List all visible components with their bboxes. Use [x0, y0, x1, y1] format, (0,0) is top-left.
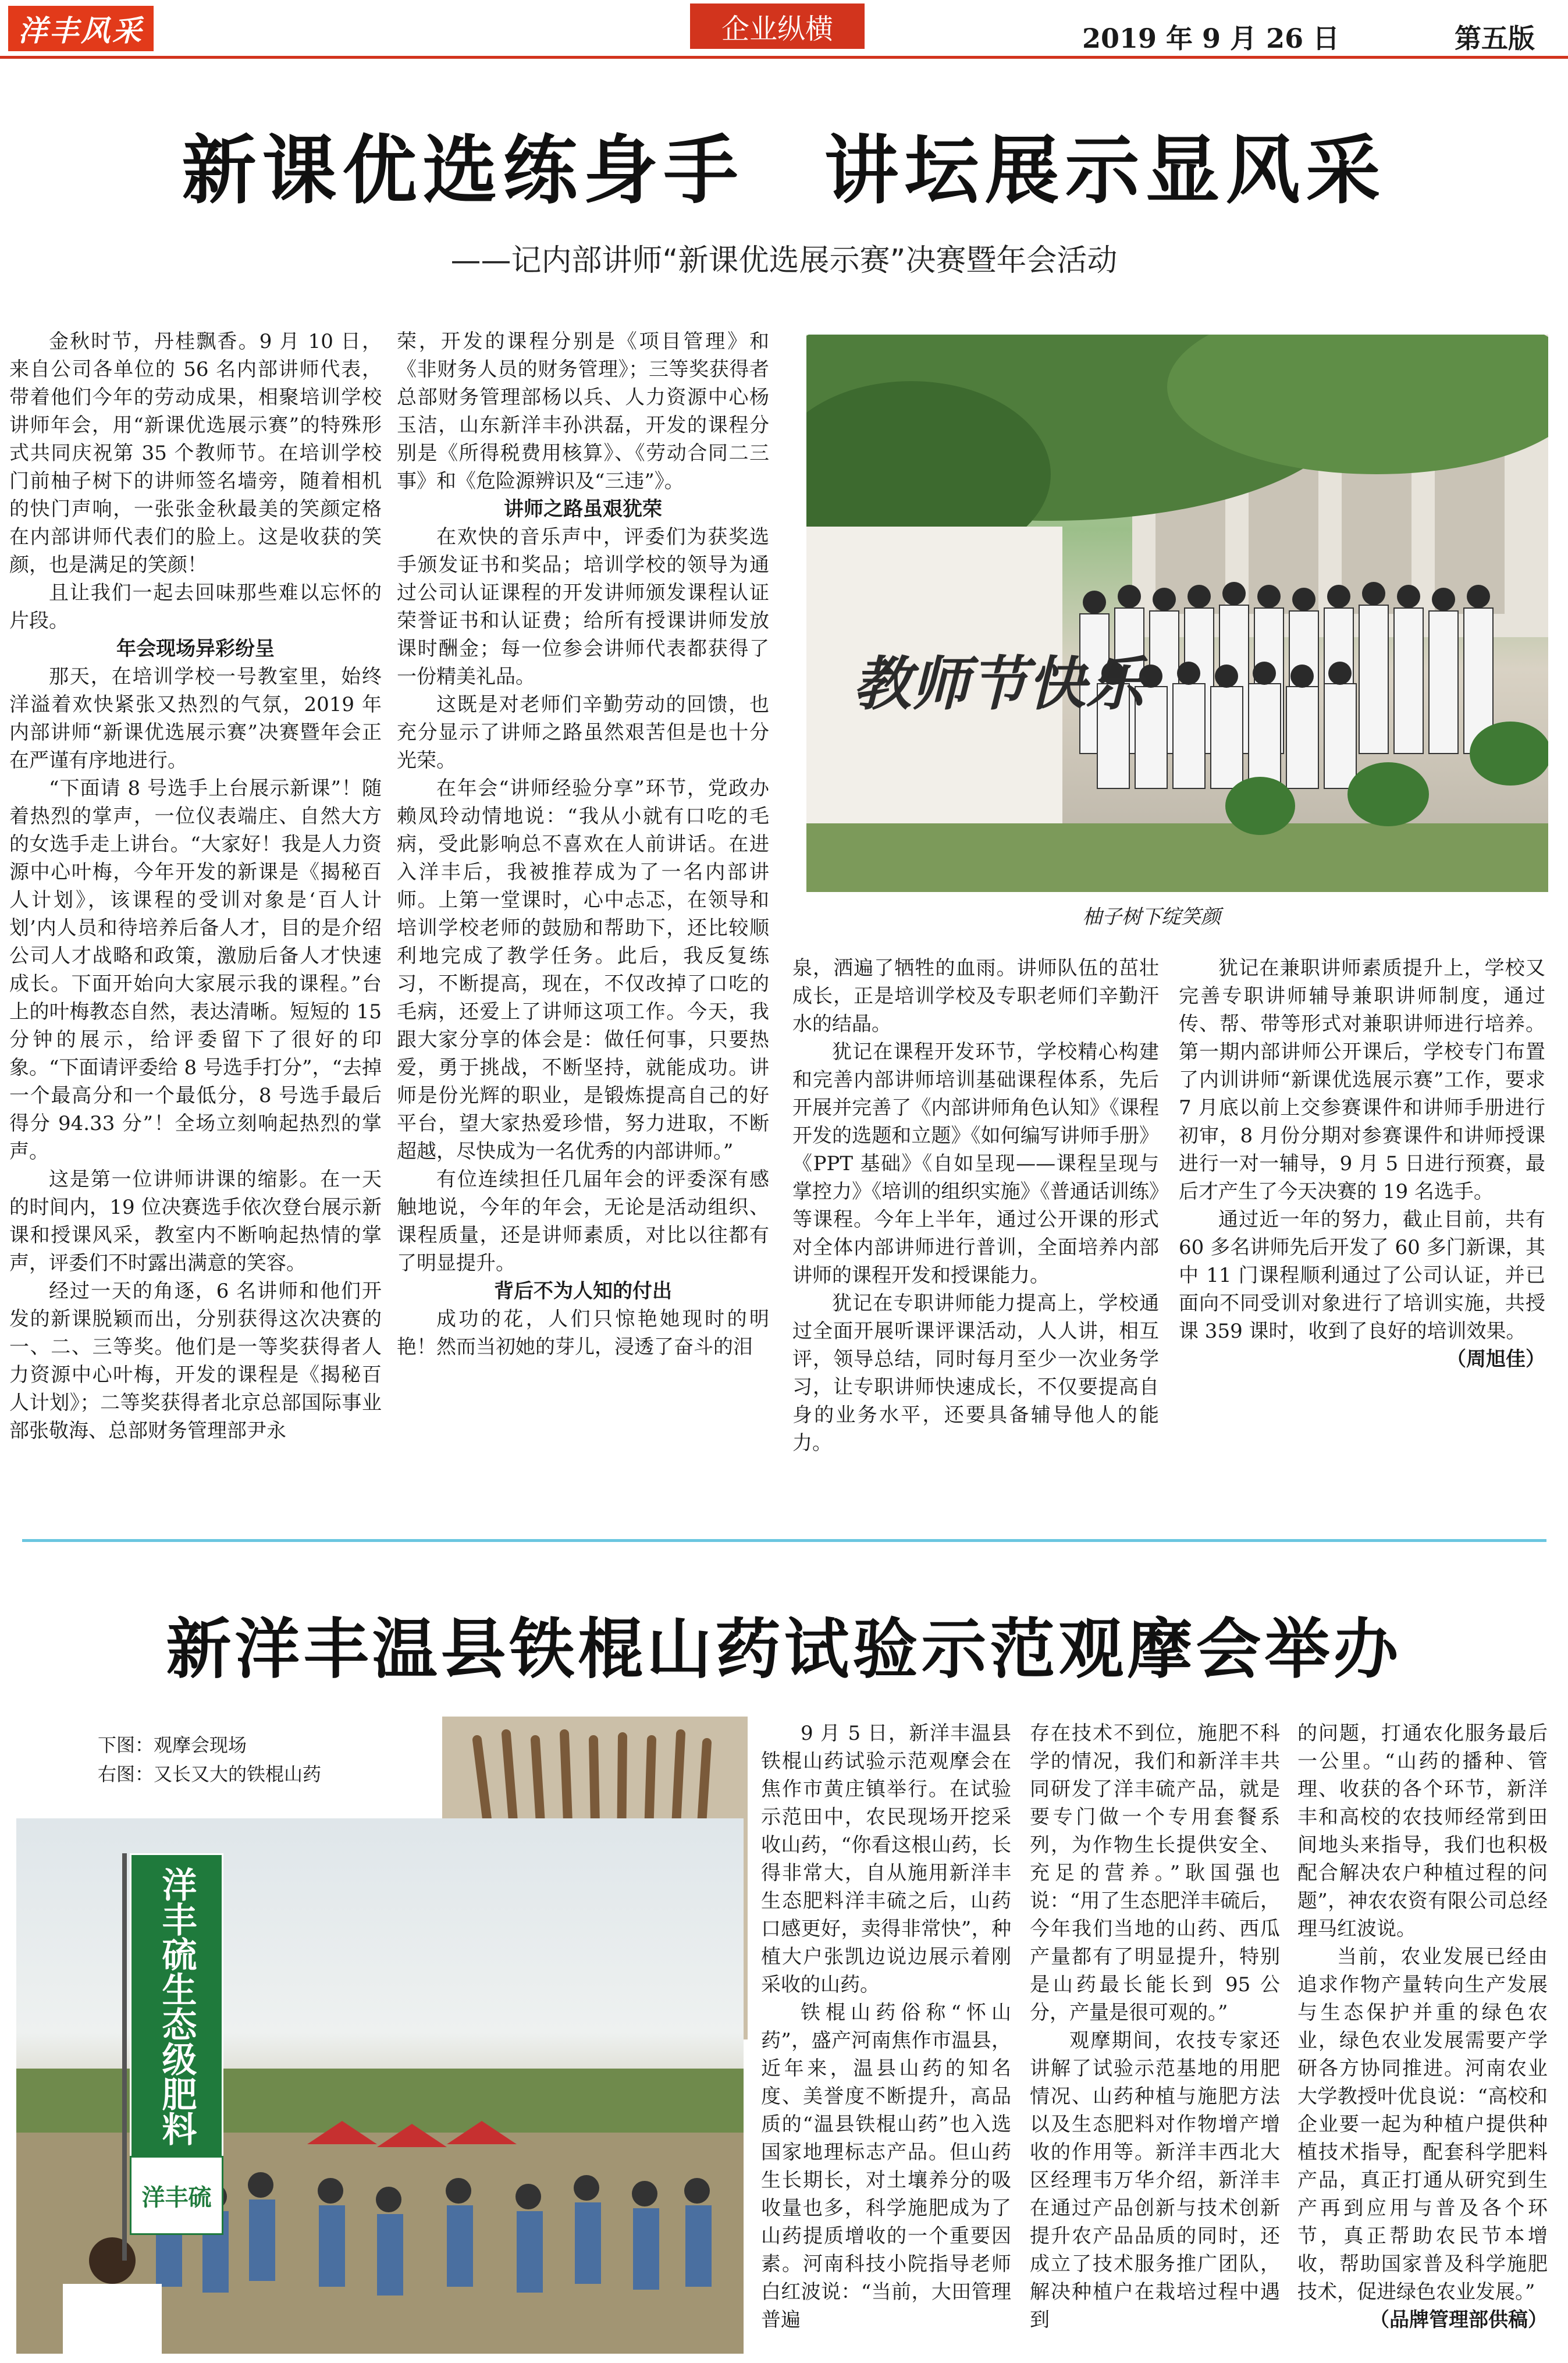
- paragraph: “下面请 8 号选手上台展示新课”！随着热烈的掌声，一位仪表端庄、自然大方的女选手走上讲台。“大家好！我是人力资源中心叶梅，今年开发的新课是《揭秘百人计划》，该课程的受训对象是‘百人计划’内人员和待培养后备人才，目的是介绍公司人才战略和政策，激励后备人才快速成长。下面开始向大家展示我的课程。”台上的叶梅教态自然，表达清晰。短短的 15 分钟的展示，给评委留下了很好的印象。“下面请评委给 8 号选手打分”，“去掉一个最高分和一个最低分，8 号选手最后得分 94.33 分”！全场立刻响起热烈的掌声。: [9, 777, 382, 1163]
- paragraph: 观摩期间，农技专家还讲解了试验示范基地的用肥情况、山药种植与施肥方法以及生态肥料对作物增产增收的作用等。新洋丰西北大区经理韦万华介绍，新洋丰在通过产品创新与技术创新提升农产品品质的同时，还成立了技术服务推广团队，解决种植户在栽培过程中遇到: [1030, 2029, 1280, 2332]
- paragraph: 且让我们一起去回味那些难以忘怀的片段。: [9, 581, 382, 632]
- group-photo: [806, 335, 1548, 892]
- paragraph: 通过近一年的努力，截止目前，共有 60 多名讲师先后开发了 60 多门新课，其中 11 门课程顺利通过了公司认证，并已面向不同受训对象进行了培训实施，共授课 359 课时，收到了良好的培训效果。: [1179, 1208, 1545, 1343]
- paragraph: 有位连续担任几届年会的评委深有感触地说，今年的年会，无论是活动组织、课程质量，还是讲师素质，对比以往都有了明显提升。: [397, 1168, 769, 1275]
- paragraph: 9 月 5 日，新洋丰温县铁棍山药试验示范观摩会在焦作市黄庄镇举行。在试验示范田中，农民现场开挖采收山药，“你看这根山药，长得非常大，自从施用新洋丰生态肥料洋丰硫之后，山药口感更好，卖得非常快”，种植大户张凯边说边展示着刚采收的山药。: [761, 1722, 1011, 1996]
- paragraph: 这既是对老师们辛勤劳动的回馈，也充分显示了讲师之路虽然艰苦但是也十分光荣。: [397, 693, 769, 772]
- masthead-logo: 洋丰风采: [8, 6, 154, 51]
- paragraph: 那天，在培训学校一号教室里，始终洋溢着欢快紧张又热烈的气氛，2019 年内部讲师“新课优选展示赛”决赛暨年会正在严谨有序地进行。: [9, 665, 382, 772]
- paragraph: 在年会“讲师经验分享”环节，党政办赖凤玲动情地说：“我从小就有口吃的毛病，受此影响总不喜欢在人前讲话。在进入洋丰后，我被推荐成为了一名内部讲师。上第一堂课时，心中忐忑，在领导和培训学校老师的鼓励和帮助下，还比较顺利地完成了教学任务。此后，我反复练习，不断提高，现在，不仅改掉了口吃的毛病，还爱上了讲师这项工作。今天，我跟大家分享的体会是：做任何事，只要热爱，勇于挑战，不断坚持，就能成功。讲师是份光辉的职业，是锻炼提高自己的好平台，望大家热爱珍惜，努力进取，不断超越，尽快成为一名优秀的内部讲师。”: [397, 777, 769, 1163]
- page-number: 第五版: [1455, 23, 1535, 54]
- article1-column-4: [1179, 954, 1545, 1373]
- article1-column-1: [9, 328, 382, 1445]
- paragraph: 犹记在课程开发环节，学校精心构建和完善内部讲师培训基础课程体系，先后开展并完善了《内部讲师角色认知》《课程开发的选题和立题》《如何编写讲师手册》《PPT 基础》《自如呈现——课程呈现与掌控力》《培训的组织实施》《普通话训练》等课程。今年上半年，通过公开课的形式对全体内部讲师进行普训，全面培养内部讲师的课程开发和授课能力。: [792, 1040, 1159, 1287]
- paragraph: 这是第一位讲师讲课的缩影。在一天的时间内，19 位决赛选手依次登台展示新课和授课风采，教室内不断响起热情的掌声，评委们不时露出满意的笑容。: [9, 1168, 382, 1275]
- section-heading: 年会现场异彩纷呈: [116, 637, 275, 660]
- top-rule: [0, 56, 1568, 59]
- article1-column-2: [397, 328, 769, 1361]
- paragraph: 当前，农业发展已经由追求作物产量转向生产发展与生态保护并重的绿色农业，绿色农业发展需要产学研各方协同推进。河南农业大学教授叶优良说：“高校和企业要一起为种植户提供种植技术指导，配套科学肥料产品，真正打通从研究到生产再到应用与普及各个环节，真正帮助农民节本增收，帮助国家普及科学施肥技术，促进绿色农业发展。”: [1297, 1945, 1548, 2304]
- photo-label: 下图：观摩会现场: [98, 1734, 247, 1756]
- photo-label: 右图：又长又大的铁棍山药: [98, 1763, 322, 1785]
- article2-column-1: [761, 1719, 1011, 2334]
- paragraph: 在欢快的音乐声中，评委们为获奖选手颁发证书和奖品；培训学校的领导为通过公司认证课程的开发讲师颁发课程认证荣誉证书和认证费；给所有授课讲师发放课时酬金；每一位参会讲师代表都获得了一份精美礼品。: [397, 525, 769, 688]
- byline: （品牌管理部供稿）: [1370, 2308, 1548, 2332]
- section-tab: 企业纵横: [690, 3, 865, 49]
- article1-subtitle: ——记内部讲师“新课优选展示赛”决赛暨年会活动: [450, 243, 1118, 278]
- field-photo: [16, 1818, 744, 2354]
- article1-title: 新课优选练身手 讲坛展示显风采: [182, 127, 1386, 214]
- promo-flag: 洋丰硫生态级肥料: [130, 1853, 223, 2159]
- article2-title: 新洋丰温县铁棍山药试验示范观摩会举办: [166, 1611, 1402, 1687]
- paragraph: 犹记在兼职讲师素质提升上，学校又完善专职讲师辅导兼职讲师制度，通过传、帮、带等形式对兼职讲师进行培养。第一期内部讲师公开课后，学校专门布置了内训讲师“新课优选展示赛”工作，要求 7 月底以前上交参赛课件和讲师手册进行初审，8 月份分期对参赛课件和讲师授课进行一对一辅导，9 月 5 日进行预赛，最后才产生了今天决赛的 19 名选手。: [1179, 957, 1545, 1203]
- paragraph: 荣，开发的课程分别是《项目管理》和《非财务人员的财务管理》；三等奖获得者总部财务管理部杨以兵、人力资源中心杨玉洁，山东新洋丰孙洪磊，开发的课程分别是《所得税费用核算》、《劳动合同二三事》和《危险源辨识及“三违”》。: [397, 330, 769, 493]
- paragraph: 经过一天的角逐，6 名讲师和他们开发的新课脱颖而出，分别获得这次决赛的一、二、三等奖。他们是一等奖获得者人力资源中心叶梅，开发的课程是《揭秘百人计划》；二等奖获得者北京总部国际事业部张敬海、总部财务管理部尹永: [9, 1280, 382, 1442]
- paragraph: 犹记在专职讲师能力提高上，学校通过全面开展听课评课活动，人人讲，相互评，领导总结，同时每月至少一次业务学习，让专职讲师快速成长，不仅要提高自身的业务水平，还要具备辅导他人的能力。: [792, 1292, 1159, 1455]
- article2-column-3: [1297, 1719, 1548, 2334]
- paragraph: 铁棍山药俗称“怀山药”，盛产河南焦作市温县，近年来，温县山药的知名度、美誉度不断提升，高品质的“温县铁棍山药”也入选国家地理标志产品。但山药生长期长，对土壤养分的吸收量也多，科学施肥成为了山药提质增收的一个重要因素。河南科技小院指导老师白红波说：“当前，大田管理普遍: [761, 2001, 1011, 2332]
- paragraph: 泉，洒遍了牺牲的血雨。讲师队伍的茁壮成长，正是培训学校及专职老师们辛勤汗水的结晶。: [792, 957, 1159, 1036]
- paragraph: 成功的花，人们只惊艳她现时的明艳！然而当初她的芽儿，浸透了奋斗的泪: [397, 1307, 769, 1359]
- banner-text: 教师节快乐: [853, 649, 1144, 718]
- article2-column-2: [1030, 1719, 1280, 2334]
- issue-date: 2019 年 9 月 26 日: [1082, 23, 1340, 54]
- byline: （周旭佳）: [1446, 1348, 1545, 1371]
- paragraph: 存在技术不到位，施肥不科学的情况，我们和新洋丰共同研发了洋丰硫产品，就是要专门做一个专用套餐系列，为作物生长提供安全、充足的营养。”耿国强也说：“用了生态肥洋丰硫后，今年我们当地的山药、西瓜产量都有了明显提升，特别是山药最长能长到 95 公分，产量是很可观的。”: [1030, 1722, 1280, 2024]
- article1-column-3: [792, 954, 1159, 1457]
- photo-caption: 柚子树下绽笑颜: [1082, 905, 1221, 929]
- paragraph: 金秋时节，丹桂飘香。9 月 10 日，来自公司各单位的 56 名内部讲师代表，带着他们今年的劳动成果，相聚培训学校讲师年会，用“新课优选展示赛”的特殊形式共同庆祝第 35 个教师节。在培训学校门前柚子树下的讲师签名墙旁，随着相机的快门声响，一张张金秋最美的笑颜定格在内部讲师代表们的脸上。这是收获的笑颜，也是满足的笑颜！: [9, 330, 382, 577]
- article-divider: [22, 1539, 1546, 1542]
- section-heading: 讲师之路虽艰犹荣: [504, 498, 662, 521]
- promo-flag-brand: 洋丰硫: [130, 2156, 223, 2235]
- paragraph: 的问题，打通农化服务最后一公里。“山药的播种、管理、收获的各个环节，新洋丰和高校的农技师经常到田间地头来指导，我们也积极配合解决农户种植过程的问题”，神农农资有限公司总经理马红波说。: [1297, 1722, 1548, 1941]
- section-heading: 背后不为人知的付出: [494, 1280, 672, 1303]
